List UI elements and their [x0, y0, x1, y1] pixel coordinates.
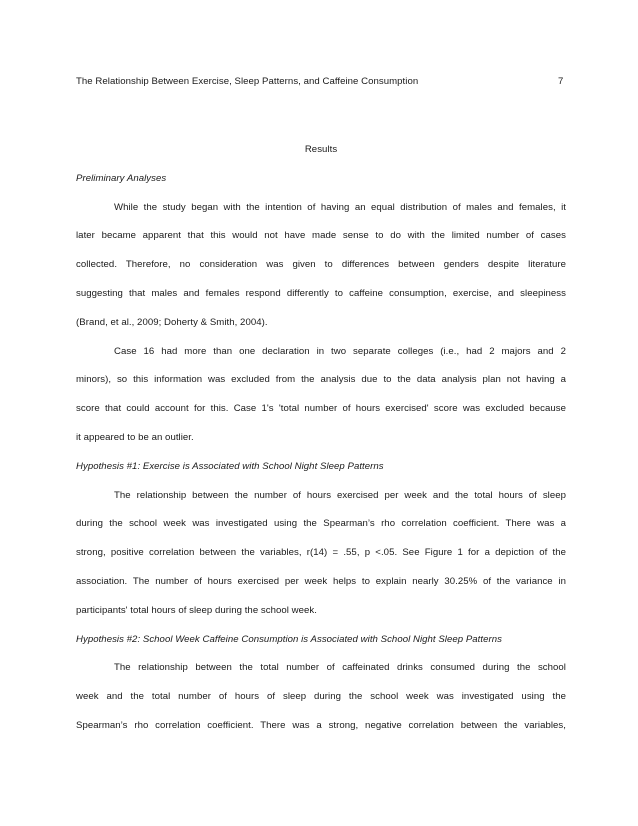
hypothesis-1-paragraph	[76, 482, 566, 626]
hypothesis-2-paragraph	[76, 654, 566, 740]
text-line: The relationship between the number of hours exercised per week and the total hours of sleep	[114, 489, 566, 501]
hypothesis-2-heading: Hypothesis #2: School Week Caffeine Consumption is Associated with School Night Sleep Patterns	[76, 633, 502, 645]
body-content	[76, 136, 566, 741]
results-heading: Results	[304, 144, 338, 155]
text-line: during the school week was investigated using the Spearman’s rho correlation coefficient. There was a	[76, 518, 566, 530]
text-line: association. The number of hours exercised per week helps to explain nearly 30.25% of the variance in	[76, 575, 566, 587]
text-line: While the study began with the intention of having an equal distribution of males and females, it	[114, 201, 566, 213]
text-line: later became apparent that this would not have made sense to do with the limited number of cases	[76, 230, 566, 242]
text-line: score that could account for this. Case 1's 'total number of hours exercised' score was excluded because	[76, 403, 566, 415]
text-line: (Brand, et al., 2009; Doherty & Smith, 2004).	[76, 316, 268, 328]
preliminary-analyses-heading: Preliminary Analyses	[76, 172, 167, 184]
text-line: collected. Therefore, no consideration was given to differences between genders despite literature	[76, 259, 566, 271]
running-head: The Relationship Between Exercise, Sleep Patterns, and Caffeine Consumption	[76, 76, 419, 87]
text-line: Case 16 had more than one declaration in two separate colleges (i.e., had 2 majors and 2	[114, 345, 566, 357]
hypothesis-1-heading: Hypothesis #1: Exercise is Associated with School Night Sleep Patterns	[76, 460, 384, 472]
text-line: The relationship between the total number of caffeinated drinks consumed during the school	[114, 662, 566, 674]
text-line: Spearman’s rho correlation coefficient. There was a strong, negative correlation between the variables,	[76, 719, 566, 731]
page-number: 7	[558, 76, 564, 87]
text-line: suggesting that males and females respond differently to caffeine consumption, exercise, and sleepiness	[76, 287, 566, 299]
text-line: participants' total hours of sleep during the school week.	[76, 604, 317, 616]
preliminary-paragraph-1	[76, 194, 566, 338]
text-line: strong, positive correlation between the variables, r(14) = .55, p <.05. See Figure 1 for a depiction of the	[76, 547, 566, 559]
text-line: minors), so this information was excluded from the analysis due to the data analysis plan not having a	[76, 374, 566, 386]
preliminary-paragraph-2	[76, 338, 566, 453]
text-line: it appeared to be an outlier.	[76, 431, 194, 443]
text-line: week and the total number of hours of sleep during the school week was investigated using the	[76, 691, 566, 703]
